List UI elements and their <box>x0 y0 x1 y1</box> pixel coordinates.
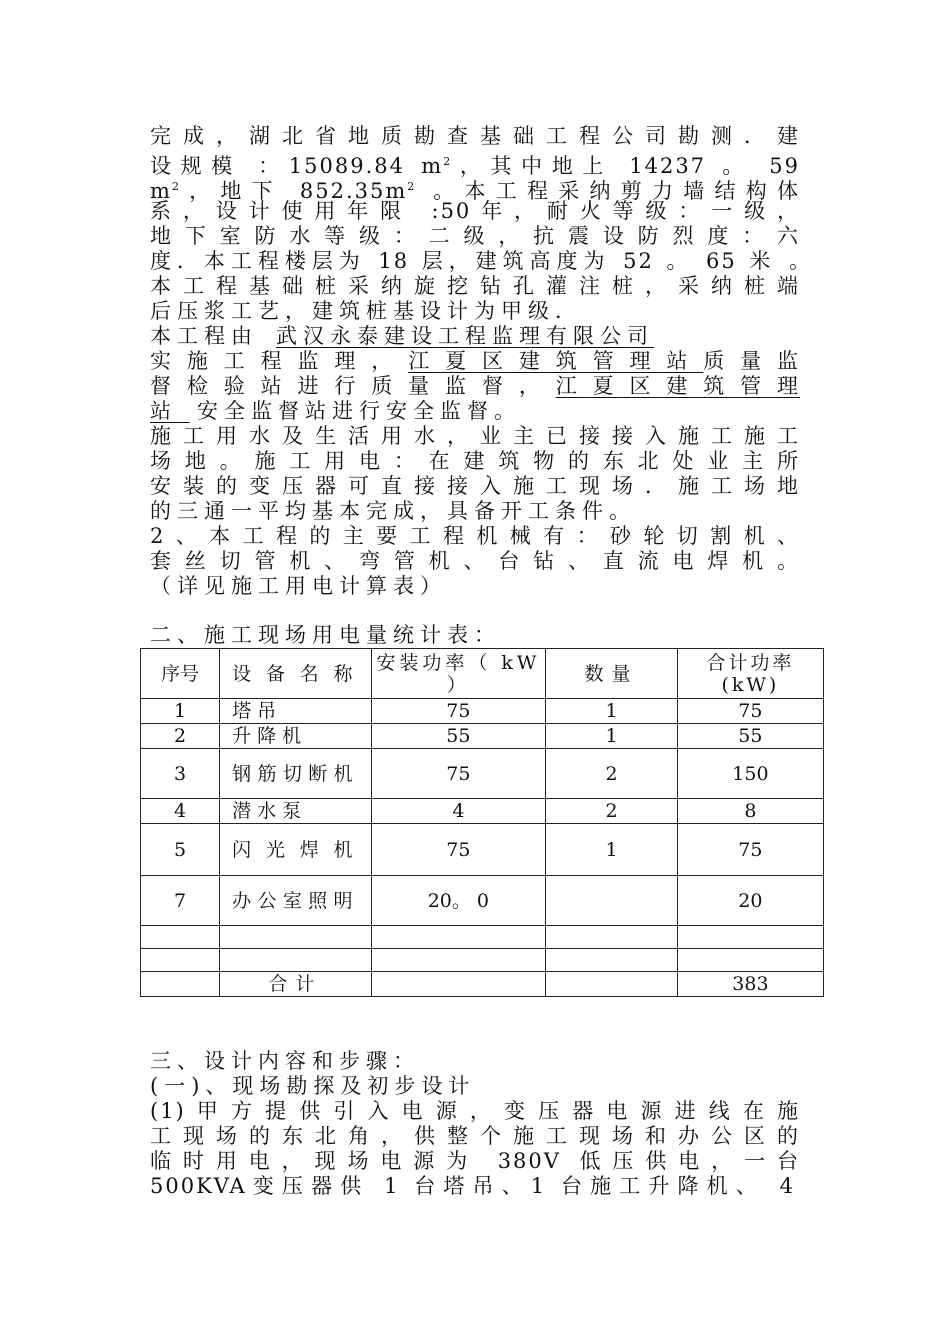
text-line: 临时用电，现场电源为 380V 低压供电，一台 <box>150 1149 800 1173</box>
text-span: 实施工程监理， <box>150 349 409 373</box>
text-span: 安全监督站进行安全监督。 <box>197 399 521 423</box>
cell-empty <box>141 972 220 997</box>
table-row <box>141 876 824 926</box>
sum-value: 383 <box>677 972 823 997</box>
cell-empty <box>220 949 371 972</box>
table-row <box>141 799 824 824</box>
cell-empty <box>141 926 220 949</box>
cell-name: 潜水泵 <box>220 799 371 824</box>
section-heading: 三、设计内容和步骤： <box>150 1049 420 1073</box>
text-span: ，其中地上 14237 。 59 <box>452 154 800 178</box>
cell-seq: 5 <box>141 824 220 876</box>
cell-empty <box>546 926 678 949</box>
header-qty: 数量 <box>546 649 678 699</box>
superscript: 2 <box>443 155 453 168</box>
text-line: 度．本工程楼层为 18 层，建筑高度为 52 。 65 米 。 <box>150 249 812 273</box>
text-line <box>150 349 800 374</box>
text-line: (1)甲方提供引入电源，变压器电源进线在施 <box>150 1099 800 1123</box>
cell-seq: 2 <box>141 724 220 749</box>
cell-total: 8 <box>677 799 823 824</box>
text-line <box>150 324 800 349</box>
text-line: （详见施工用电计算表） <box>150 574 447 598</box>
sum-label: 合计 <box>220 972 371 997</box>
text-line: 地下室防水等级：二级，抗震设防烈度：六 <box>150 224 800 248</box>
text-span: 质量监 <box>703 349 801 373</box>
cell-qty: 2 <box>546 749 678 799</box>
section-heading: 二、施工现场用电量统计表： <box>150 623 501 647</box>
cell-qty: 2 <box>546 799 678 824</box>
table-row-empty <box>141 949 824 972</box>
cell-qty <box>546 876 678 926</box>
cell-empty <box>677 926 823 949</box>
cell-seq: 4 <box>141 799 220 824</box>
text-line <box>150 399 800 424</box>
cell-qty: 1 <box>546 724 678 749</box>
text-line: 工现场的东北角，供整个施工现场和办公区的 <box>150 1124 800 1148</box>
text-line: 完成，湖北省地质勘查基础工程公司勘测．建 <box>150 124 800 148</box>
cell-name: 钢筋切断机 <box>220 749 371 799</box>
cell-empty <box>371 926 546 949</box>
agency-name: 站 <box>150 399 177 423</box>
cell-seq: 7 <box>141 876 220 926</box>
text-span: 。本工程采纳剪力墙结构体 <box>416 179 800 203</box>
text-line <box>150 374 800 399</box>
text-line: 场地。施工用电：在建筑物的东北处业主所 <box>150 449 800 473</box>
text-line: 的三通一平均基本完成，具备开工条件。 <box>150 499 636 523</box>
text-line: 安装的变压器可直接接入施工现场．施工场地 <box>150 474 800 498</box>
cell-seq: 3 <box>141 749 220 799</box>
cell-empty <box>220 926 371 949</box>
text-line: 系，设计使用年限 :50年，耐火等级：一级， <box>150 199 800 223</box>
table-row <box>141 824 824 876</box>
cell-name: 办公室照明 <box>220 876 371 926</box>
cell-name: 塔吊 <box>220 699 371 724</box>
agency-name: 江夏区建筑管理站 <box>408 349 704 373</box>
header-power: 安装功率（ kW ） <box>371 649 546 699</box>
cell-total: 75 <box>677 699 823 724</box>
header-total: 合计功率 (kW) <box>677 649 823 699</box>
cell-total: 55 <box>677 724 823 749</box>
cell-empty <box>371 949 546 972</box>
cell-seq: 1 <box>141 699 220 724</box>
cell-empty <box>141 949 220 972</box>
text-span: m <box>150 179 172 203</box>
cell-name: 升降机 <box>220 724 371 749</box>
supervisor-name: 武汉永泰建设工程监理有限公司 <box>276 324 654 348</box>
cell-power: 4 <box>371 799 546 824</box>
table-row <box>141 749 824 799</box>
superscript: 2 <box>407 180 417 193</box>
text-span: 督检验站进行质量监督， <box>150 374 556 398</box>
text-line: 本工程基础桩采纳旋挖钻孔灌注桩，采纳桩端 <box>150 274 800 298</box>
cell-power: 20。 0 <box>371 876 546 926</box>
subsection-heading: (一)、现场勘探及初步设计 <box>150 1074 476 1098</box>
power-usage-table <box>140 648 824 997</box>
cell-power: 75 <box>371 824 546 876</box>
table-row <box>141 699 824 724</box>
table-row-empty <box>141 926 824 949</box>
cell-total: 150 <box>677 749 823 799</box>
table-header-row <box>141 649 824 699</box>
header-seq: 序号 <box>141 649 220 699</box>
superscript: 2 <box>171 180 181 193</box>
cell-name: 闪光焊机 <box>220 824 371 876</box>
table-row <box>141 724 824 749</box>
text-line: 套丝切管机、弯管机、台钻、直流电焊机。 <box>150 549 800 573</box>
table-sum-row <box>141 972 824 997</box>
cell-power: 75 <box>371 699 546 724</box>
cell-empty <box>371 972 546 997</box>
cell-total: 20 <box>677 876 823 926</box>
cell-total: 75 <box>677 824 823 876</box>
cell-empty <box>546 972 678 997</box>
text-span: 本工程由 <box>150 324 258 348</box>
cell-empty <box>546 949 678 972</box>
text-line: 500KVA变压器供 1 台塔吊、1 台施工升降机、 4 <box>150 1174 795 1198</box>
cell-power: 75 <box>371 749 546 799</box>
text-line: 2、本工程的主要工程机械有：砂轮切割机、 <box>150 524 800 548</box>
text-span: ，地下 852.35m <box>180 179 408 203</box>
cell-power: 55 <box>371 724 546 749</box>
agency-name: 江夏区建筑管理 <box>555 374 801 398</box>
text-line: 后压浆工艺，建筑桩基设计为甲级． <box>150 299 582 323</box>
cell-qty: 1 <box>546 824 678 876</box>
cell-qty: 1 <box>546 699 678 724</box>
header-name: 设备名称 <box>220 649 371 699</box>
text-span: 设规模 ：15089.84 m <box>150 154 444 178</box>
cell-empty <box>677 949 823 972</box>
text-line: 施工用水及生活用水，业主已接接入施工施工 <box>150 424 800 448</box>
